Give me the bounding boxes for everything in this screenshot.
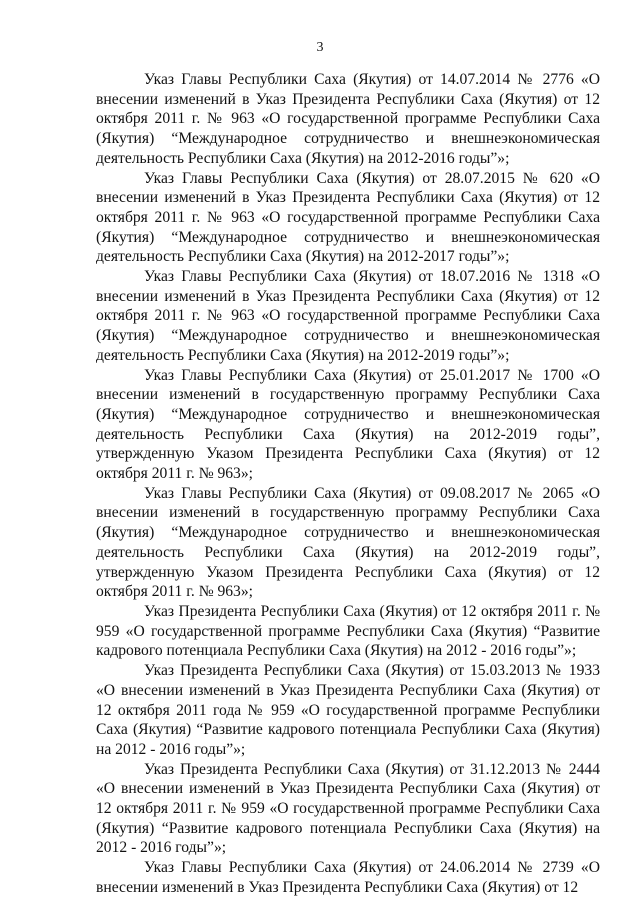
decree-paragraph-2: Указ Главы Республики Саха (Якутия) от 28.07.2015 № 620 «О внесении изменений в Указ Президента Республики Саха (Якутия) от 12 октября 2011 г. № 963 «О государственной программе Республики Саха (Якутия) “Международное сотрудничество и внешнеэкономическая деятельность Республики Саха (Якутия) на 2012-2017 годы”»; [96,169,600,266]
decree-paragraph-6: Указ Президента Республики Саха (Якутия) от 12 октября 2011 г. № 959 «О государственной программе Республики Саха (Якутия) “Развитие кадрового потенциала Республики Саха (Якутия) на 2012 - 2016 годы”»; [96,602,600,660]
decree-paragraph-8: Указ Президента Республики Саха (Якутия) от 31.12.2013 № 2444 «О внесении изменений в Указ Президента Республики Саха (Якутия) от 12 октября 2011 г. № 959 «О государственной программе Республики Саха (Якутия) “Развитие кадрового потенциала Республики Саха (Якутия) на 2012 - 2016 годы”»; [96,760,600,857]
page-number: 3 [316,40,324,55]
decree-paragraph-5: Указ Главы Республики Саха (Якутия) от 09.08.2017 № 2065 «О внесении изменений в государственную программу Республики Саха (Якутия) “Международное сотрудничество и внешнеэкономическая деятельность Республики Саха (Якутия) на 2012-2019 годы”, утвержденную Указом Президента Республики Саха (Якутия) от 12 октября 2011 г. № 963»; [96,484,600,601]
decree-paragraph-3: Указ Главы Республики Саха (Якутия) от 18.07.2016 № 1318 «О внесении изменений в Указ Президента Республики Саха (Якутия) от 12 октября 2011 г. № 963 «О государственной программе Республики Саха (Якутия) “Международное сотрудничество и внешнеэкономическая деятельность Республики Саха (Якутия) на 2012-2019 годы”»; [96,268,600,364]
decree-paragraph-7: Указ Президента Республики Саха (Якутия) от 15.03.2013 № 1933 «О внесении изменений в Указ Президента Республики Саха (Якутия) от 12 октября 2011 года № 959 «О государственной программе Республики Саха (Якутия) “Развитие кадрового потенциала Республики Саха (Якутия) на 2012 - 2016 годы”»; [96,662,600,758]
decree-paragraph-9: Указ Главы Республики Саха (Якутия) от 24.06.2014 № 2739 «О внесении изменений в Указ Президента Республики Саха (Якутия) от 12 [96,859,600,896]
decree-paragraph-1: Указ Главы Республики Саха (Якутия) от 14.07.2014 № 2776 «О внесении изменений в Указ Президента Республики Саха (Якутия) от 12 октября 2011 г. № 963 «О государственной программе Республики Саха (Якутия) “Международное сотрудничество и внешнеэкономическая деятельность Республики Саха (Якутия) на 2012-2016 годы”»; [96,71,600,167]
decree-paragraph-4: Указ Главы Республики Саха (Якутия) от 25.01.2017 № 1700 «О внесении изменений в государственную программу Республики Саха (Якутия) “Международное сотрудничество и внешнеэкономическая деятельность Республики Саха (Якутия) на 2012-2019 годы”, утвержденную Указом Президента Республики Саха (Якутия) от 12 октября 2011 г. № 963»; [96,366,600,483]
document-body [96,70,600,898]
